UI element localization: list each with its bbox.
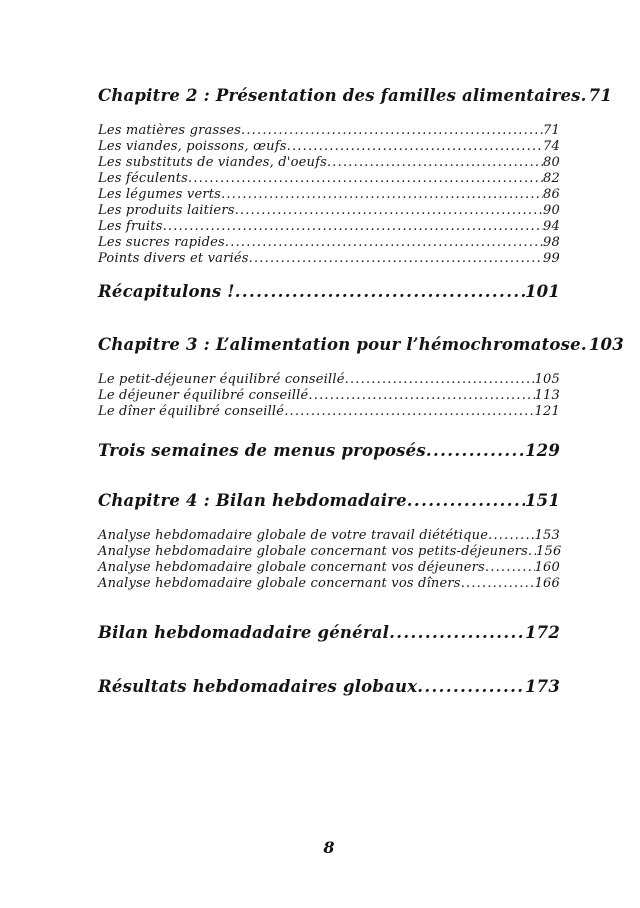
toc-entry-page: 74: [543, 139, 560, 154]
section-bilan-general: [98, 623, 560, 642]
dot-leader: [417, 677, 525, 696]
toc-heading: [98, 282, 560, 301]
toc-heading-label: Bilan hebdomadadaire général: [98, 623, 390, 642]
toc-entry: [98, 251, 560, 267]
toc-entry-label: Le déjeuner équilibré conseillé: [98, 388, 309, 403]
toc-entry-label: Le petit-déjeuner équilibré conseillé: [98, 372, 345, 387]
toc-entry: [98, 372, 560, 388]
toc-entry-page: 80: [543, 155, 560, 170]
toc-entry-page: 90: [543, 203, 560, 218]
toc-entry-label: Analyse hebdomadaire globale concernant vos dîners: [98, 576, 461, 591]
toc-entry-label: Analyse hebdomadaire globale concernant vos petits-déjeuners: [98, 544, 528, 559]
dot-leader: [485, 560, 535, 576]
dot-leader: [407, 491, 525, 510]
toc-heading-page: 71: [588, 86, 613, 105]
toc-entry-label: Les produits laitiers: [98, 203, 235, 218]
toc-entries: [98, 528, 560, 592]
dot-leader: [163, 219, 543, 235]
toc-heading-page: 103: [588, 335, 624, 354]
toc-entry: [98, 560, 560, 576]
toc-entry-page: 166: [534, 576, 560, 591]
toc-heading: [98, 491, 560, 510]
toc-heading: [98, 623, 560, 642]
toc-entry: [98, 576, 560, 592]
toc-heading-label: Chapitre 4 : Bilan hebdomadaire: [98, 491, 407, 510]
toc-entry-page: 99: [543, 251, 560, 266]
dot-leader: [327, 155, 543, 171]
toc-entry-page: 105: [534, 372, 560, 387]
toc-heading-label: Résultats hebdomadaires globaux: [98, 677, 418, 696]
toc-entry: [98, 203, 560, 219]
section-trois-semaines: [98, 441, 560, 460]
toc-entry: [98, 235, 560, 251]
toc-entry: [98, 187, 560, 203]
toc-entry: [98, 528, 560, 544]
toc-entry-page: 94: [543, 219, 560, 234]
dot-leader: [241, 123, 543, 139]
toc-entry-label: Les viandes, poissons, œufs: [98, 139, 287, 154]
dot-leader: [426, 441, 525, 460]
toc-entry: [98, 404, 560, 420]
dot-leader: [581, 86, 589, 105]
dot-leader: [235, 203, 543, 219]
toc-entry-page: 113: [534, 388, 560, 403]
dot-leader: [221, 187, 543, 203]
toc-entry-label: Analyse hebdomadaire globale concernant vos déjeuners: [98, 560, 485, 575]
toc-entry: [98, 171, 560, 187]
toc-heading: [98, 441, 560, 460]
dot-leader: [389, 623, 525, 642]
dot-leader: [461, 576, 535, 592]
toc-entry-label: Les féculents: [98, 171, 189, 186]
toc-entry: [98, 219, 560, 235]
dot-leader: [284, 404, 534, 420]
dot-leader: [528, 544, 536, 560]
dot-leader: [308, 388, 534, 404]
toc-entry: [98, 123, 560, 139]
toc-entry: [98, 388, 560, 404]
toc-heading: [98, 677, 560, 696]
section-chapitre-4: [98, 491, 560, 592]
toc-heading: [98, 335, 624, 354]
toc-heading-label: Chapitre 2 : Présentation des familles alimentaires: [98, 86, 581, 105]
toc-heading: [98, 86, 613, 105]
dot-leader: [488, 528, 534, 544]
toc-heading-label: Récapitulons !: [98, 282, 235, 301]
toc-heading-page: 172: [524, 623, 560, 642]
toc-entry: [98, 139, 560, 155]
toc-heading-label: Chapitre 3 : L’alimentation pour l’hémochromatose: [98, 335, 581, 354]
dot-leader: [345, 372, 535, 388]
toc-entry-page: 82: [543, 171, 560, 186]
toc-entry-label: Les substituts de viandes, d'oeufs: [98, 155, 327, 170]
section-chapitre-3: [98, 335, 624, 420]
toc-entry-label: Les matières grasses: [98, 123, 241, 138]
toc-entry-label: Analyse hebdomadaire globale de votre travail diététique: [98, 528, 489, 543]
dot-leader: [287, 139, 543, 155]
toc-heading-page: 151: [524, 491, 560, 510]
page-number: 8: [323, 838, 335, 857]
toc-entry-label: Points divers et variés: [98, 251, 249, 266]
toc-entry-page: 98: [543, 235, 560, 250]
section-recapitulons: [98, 282, 560, 301]
dot-leader: [225, 235, 543, 251]
dot-leader: [581, 335, 589, 354]
toc-heading-page: 173: [524, 677, 560, 696]
toc-entry-page: 121: [534, 404, 560, 419]
toc-entry-page: 71: [543, 123, 560, 138]
toc-entry-page: 86: [543, 187, 560, 202]
toc-entry: [98, 544, 560, 560]
toc-heading-page: 101: [524, 282, 560, 301]
section-resultats-globaux: [98, 677, 560, 696]
toc-heading-label: Trois semaines de menus proposés: [98, 441, 426, 460]
toc-entry-label: Les fruits: [98, 219, 163, 234]
toc-entry-page: 153: [534, 528, 560, 543]
section-chapitre-2: [98, 86, 613, 267]
toc-entry-label: Les sucres rapides: [98, 235, 225, 250]
toc-entry-label: Le dîner équilibré conseillé: [98, 404, 285, 419]
toc-entry-page: 156: [536, 544, 562, 559]
toc-heading-page: 129: [524, 441, 560, 460]
toc-entry-page: 160: [534, 560, 560, 575]
dot-leader: [235, 282, 525, 301]
toc-entry-label: Les légumes verts: [98, 187, 222, 202]
toc-entry: [98, 155, 560, 171]
dot-leader: [249, 251, 543, 267]
toc-entries: [98, 123, 560, 267]
dot-leader: [188, 171, 543, 187]
toc-entries: [98, 372, 560, 420]
